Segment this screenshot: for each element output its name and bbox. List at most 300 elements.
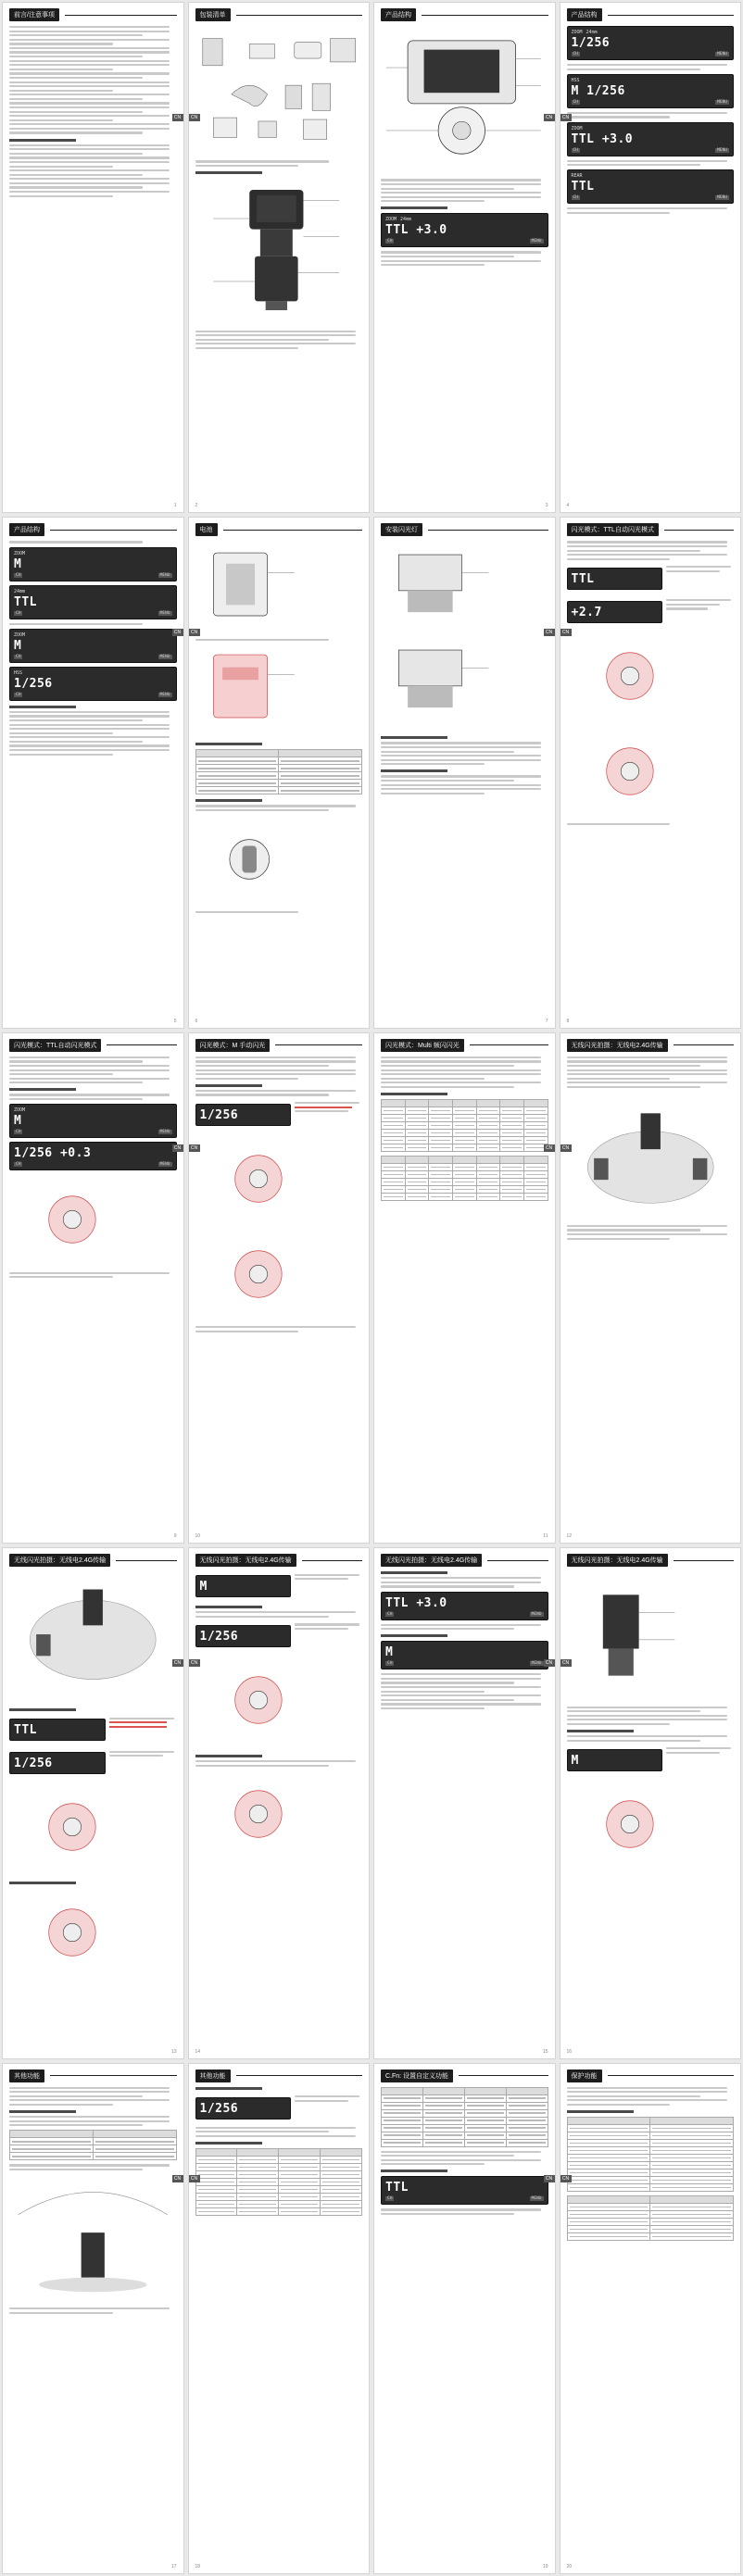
text-line xyxy=(9,1069,170,1071)
lcd-ev: +2.7 xyxy=(571,605,602,619)
text-line xyxy=(381,1069,541,1071)
section-heading xyxy=(9,706,76,708)
text-line xyxy=(567,164,700,166)
text-line xyxy=(567,823,671,825)
lcd-mode: TTL xyxy=(14,1723,37,1738)
text-line xyxy=(9,60,170,62)
section-heading xyxy=(195,743,262,745)
lcd-ch: CH xyxy=(573,99,578,105)
step-row xyxy=(195,1571,363,1601)
lcd-ch: CH xyxy=(16,692,21,697)
text-line xyxy=(9,2087,170,2089)
text-line xyxy=(381,179,541,181)
page-title: 闪光模式：TTL自动闪光模式 xyxy=(567,523,659,536)
text-line xyxy=(567,112,727,114)
text-line xyxy=(567,1238,671,1240)
control-dial-figure xyxy=(9,1891,177,1974)
text-line xyxy=(381,251,541,253)
text-line xyxy=(9,1078,170,1080)
lcd-mm: 24mm xyxy=(586,30,598,35)
page-title: 保护功能 xyxy=(567,2070,602,2082)
text-line xyxy=(381,1624,541,1626)
text-line xyxy=(381,1703,541,1705)
text-line xyxy=(9,1065,170,1067)
lcd-panel xyxy=(381,1641,548,1669)
text-line xyxy=(567,2095,700,2097)
text-line xyxy=(9,715,170,717)
control-dial-figure xyxy=(9,1785,177,1869)
language-tab: CN xyxy=(560,1144,572,1152)
language-tab: CN xyxy=(560,629,572,636)
text-line xyxy=(9,623,143,625)
text-line xyxy=(567,1233,727,1235)
header-rule xyxy=(236,15,363,16)
language-tab: CN xyxy=(560,1659,572,1667)
lcd-hss: HSS xyxy=(571,77,580,83)
lcd-zoom: ZOOM xyxy=(14,550,26,556)
lcd-mode: TTL xyxy=(571,180,595,194)
text-line xyxy=(9,166,113,168)
text-line xyxy=(9,711,170,713)
text-line xyxy=(567,541,727,543)
text-line xyxy=(381,1065,514,1067)
text-line xyxy=(195,2131,329,2132)
page-header xyxy=(195,1554,363,1567)
lcd-menu: MENU xyxy=(531,1661,542,1667)
manual-page xyxy=(373,517,556,1028)
power-switch-figure xyxy=(195,818,363,901)
step-row xyxy=(9,1715,177,1744)
text-line xyxy=(195,1331,299,1332)
text-line xyxy=(9,724,170,726)
text-line xyxy=(381,1078,485,1080)
text-line xyxy=(9,51,170,53)
text-line xyxy=(9,1057,170,1058)
text-line xyxy=(9,2307,170,2309)
slave-flash-figure xyxy=(567,1575,735,1695)
page-title: 产品结构 xyxy=(9,523,44,536)
page-header xyxy=(381,523,548,536)
text-line xyxy=(381,196,541,198)
language-tab: CN xyxy=(189,114,200,121)
page-number: 19 xyxy=(542,2563,548,2570)
text-line xyxy=(9,148,170,150)
text-line xyxy=(381,264,485,266)
page-title: 产品结构 xyxy=(381,8,416,21)
step-row xyxy=(9,1748,177,1778)
page-header xyxy=(195,1039,363,1052)
language-tab: CN xyxy=(544,1659,555,1667)
header-rule xyxy=(459,2075,548,2076)
text-line xyxy=(195,1073,356,1075)
manual-page xyxy=(2,2063,184,2574)
section-heading xyxy=(195,799,262,802)
step-row xyxy=(195,1621,363,1651)
text-line xyxy=(195,1094,329,1095)
wireless-setup-figure xyxy=(9,1575,177,1695)
lcd-zoom: ZOOM xyxy=(14,631,26,638)
manual-page xyxy=(560,1547,742,2058)
text-line xyxy=(195,639,329,641)
section-heading xyxy=(195,1606,262,1608)
page-title: 无线闪光拍摄：无线电2.4G传输 xyxy=(9,1554,110,1567)
manual-page xyxy=(188,517,371,1028)
text-line xyxy=(9,174,143,176)
text-line xyxy=(9,72,170,74)
header-rule xyxy=(223,530,363,531)
text-line xyxy=(9,2164,170,2166)
section-heading xyxy=(195,1084,262,1087)
text-line xyxy=(195,1069,356,1071)
page-number: 18 xyxy=(195,2563,201,2570)
text-line xyxy=(381,2151,541,2153)
header-rule xyxy=(428,530,548,531)
text-line xyxy=(381,1060,541,1062)
page-number: 7 xyxy=(545,1018,548,1024)
header-rule xyxy=(236,2075,363,2076)
page-number: 4 xyxy=(566,503,570,509)
multi-flash-table xyxy=(381,1156,548,1201)
lcd-power: 1/256 xyxy=(14,676,53,691)
lcd-panel xyxy=(381,213,548,247)
cfn-table xyxy=(381,2087,548,2147)
text-line xyxy=(381,1628,514,1630)
page-header xyxy=(567,8,735,21)
text-line xyxy=(567,1065,700,1067)
header-rule xyxy=(50,2075,177,2076)
text-line xyxy=(567,550,700,552)
lcd-power: 1/256 xyxy=(199,1629,239,1644)
lcd-menu: MENU xyxy=(159,610,170,616)
page-number: 17 xyxy=(170,2563,177,2570)
manual-page xyxy=(2,1547,184,2058)
text-line xyxy=(9,1272,170,1274)
page-number: 14 xyxy=(195,2048,201,2055)
page-title: 闪光模式：M 手动闪光 xyxy=(195,1039,271,1052)
language-tab: CN xyxy=(172,114,183,121)
cfn-table xyxy=(195,2148,363,2216)
text-line xyxy=(567,1225,727,1227)
header-rule xyxy=(608,2075,735,2076)
text-line xyxy=(381,2163,485,2165)
text-line xyxy=(9,144,170,146)
hotshoe-lock-figure xyxy=(381,640,548,723)
lcd-power: 1/256 xyxy=(14,1146,53,1161)
control-dial-figure xyxy=(567,1782,735,1866)
section-heading xyxy=(567,2110,634,2113)
page-title: 其他功能 xyxy=(9,2070,44,2082)
page-header xyxy=(567,523,735,536)
text-line xyxy=(567,1069,727,1071)
text-line xyxy=(381,763,485,765)
text-line xyxy=(9,47,170,49)
text-line xyxy=(195,1078,299,1080)
lcd-panel xyxy=(195,2097,292,2120)
text-line xyxy=(381,200,485,202)
header-rule xyxy=(470,1044,548,1045)
text-line xyxy=(381,1707,485,1709)
lcd-panel xyxy=(567,601,663,623)
text-line xyxy=(567,212,671,214)
lcd-panel xyxy=(9,1752,106,1774)
lcd-mode: M xyxy=(199,1580,208,1594)
text-line xyxy=(195,1760,356,1762)
lcd-panel xyxy=(9,1142,177,1170)
header-rule xyxy=(608,15,735,16)
text-line xyxy=(381,1082,541,1083)
section-heading xyxy=(9,2110,76,2113)
section-heading xyxy=(381,1571,447,1574)
text-line xyxy=(9,43,113,44)
page-title: C.Fn: 设置自定义功能 xyxy=(381,2070,453,2082)
page-number: 13 xyxy=(170,2048,177,2055)
text-line xyxy=(567,1060,727,1062)
text-line xyxy=(195,331,356,332)
lcd-ch: CH xyxy=(387,1611,393,1617)
text-line xyxy=(381,784,541,786)
package-contents-figure xyxy=(195,30,363,150)
step-row xyxy=(567,1745,735,1775)
text-line xyxy=(381,1678,541,1680)
text-line xyxy=(381,183,541,185)
section-heading xyxy=(195,2087,262,2090)
lcd-panel xyxy=(567,122,735,156)
lcd-panel xyxy=(9,629,177,663)
lcd-panel xyxy=(195,1104,292,1126)
language-tab: CN xyxy=(544,629,555,636)
lcd-zoom: ZOOM xyxy=(571,125,583,131)
lcd-menu: MENU xyxy=(159,692,170,697)
lcd-mode: M xyxy=(571,83,579,98)
battery-table xyxy=(195,749,363,794)
lcd-menu: MENU xyxy=(717,99,727,105)
text-line xyxy=(9,128,170,130)
page-number: 8 xyxy=(566,1018,570,1024)
section-heading xyxy=(567,1730,634,1732)
manual-page xyxy=(373,2,556,513)
text-line xyxy=(381,192,541,194)
text-line xyxy=(381,755,541,757)
text-line xyxy=(195,160,329,162)
text-line xyxy=(195,809,329,811)
text-line xyxy=(9,2104,113,2106)
text-line xyxy=(381,746,541,748)
language-tab: CN xyxy=(189,629,200,636)
text-line xyxy=(9,77,143,79)
text-line xyxy=(381,1682,514,1683)
text-line xyxy=(9,741,143,743)
page-number: 12 xyxy=(566,1533,573,1540)
page-number: 20 xyxy=(566,2563,573,2570)
text-line xyxy=(567,1073,727,1075)
header-rule xyxy=(116,1560,176,1561)
text-line xyxy=(381,1057,541,1058)
text-line xyxy=(567,1723,671,1725)
page-title: 产品结构 xyxy=(567,8,602,21)
page-header xyxy=(9,1039,177,1052)
text-line xyxy=(9,749,170,751)
lcd-panel xyxy=(9,667,177,701)
text-line xyxy=(9,85,170,87)
text-line xyxy=(9,541,143,543)
text-line xyxy=(567,1707,727,1708)
lcd-ch: CH xyxy=(387,1661,393,1667)
step-row xyxy=(195,2094,363,2123)
text-line xyxy=(9,56,143,57)
lcd-zoom: ZOOM xyxy=(14,1107,26,1114)
language-tab: CN xyxy=(189,1659,200,1667)
manual-page xyxy=(560,2,742,513)
text-line xyxy=(195,2135,356,2137)
text-line xyxy=(567,1086,700,1088)
text-line xyxy=(567,1057,727,1058)
text-line xyxy=(567,1078,671,1080)
lcd-panel xyxy=(381,2176,548,2205)
text-line xyxy=(381,256,514,257)
header-rule xyxy=(107,1044,176,1045)
text-line xyxy=(195,2127,356,2129)
lcd-panel xyxy=(567,169,735,204)
lcd-panel xyxy=(567,568,663,590)
language-tab: CN xyxy=(560,2175,572,2182)
lcd-mode: M xyxy=(14,638,22,653)
lcd-mode: TTL xyxy=(14,594,37,609)
lcd-mode: TTL xyxy=(385,2181,409,2195)
text-line xyxy=(381,1699,514,1701)
text-line xyxy=(9,736,170,738)
manual-page xyxy=(560,517,742,1028)
lcd-power: 1/256 xyxy=(199,1107,239,1122)
text-line xyxy=(567,1710,700,1712)
text-line xyxy=(9,169,170,171)
header-rule xyxy=(674,1560,734,1561)
header-rule xyxy=(50,530,177,531)
lcd-ch: CH xyxy=(387,239,393,244)
section-heading xyxy=(381,1093,447,1095)
lcd-panel xyxy=(567,74,735,108)
control-dial-figure xyxy=(567,634,735,718)
text-line xyxy=(9,102,170,104)
page-header xyxy=(9,8,177,21)
text-line xyxy=(567,207,727,209)
page-number: 10 xyxy=(195,1533,201,1540)
text-line xyxy=(381,1585,514,1587)
header-rule xyxy=(674,1044,734,1045)
text-line xyxy=(567,69,700,70)
section-heading xyxy=(381,769,447,772)
text-line xyxy=(9,719,143,721)
lcd-menu: MENU xyxy=(531,2196,542,2202)
lcd-mode: TTL xyxy=(571,131,595,146)
page-number: 1 xyxy=(173,503,177,509)
lcd-zoom: ZOOM xyxy=(385,217,397,223)
text-line xyxy=(9,744,170,746)
page-number: 3 xyxy=(545,503,548,509)
page-header xyxy=(381,8,548,21)
text-line xyxy=(9,2099,170,2101)
page-title: 无线闪光拍摄：无线电2.4G传输 xyxy=(567,1039,668,1052)
text-line xyxy=(9,64,170,66)
manual-page xyxy=(373,1032,556,1544)
lcd-menu: MENU xyxy=(717,52,727,56)
text-line xyxy=(9,1098,143,1100)
page-number: 16 xyxy=(566,2048,573,2055)
text-line xyxy=(381,742,541,744)
text-line xyxy=(9,98,143,100)
text-line xyxy=(381,1582,541,1583)
text-line xyxy=(9,1082,143,1083)
text-line xyxy=(9,111,143,113)
text-line xyxy=(567,1082,727,1083)
page-header xyxy=(381,2070,548,2082)
lcd-panel xyxy=(195,1625,292,1647)
text-line xyxy=(9,1094,170,1095)
language-tab: CN xyxy=(189,1144,200,1152)
text-line xyxy=(9,728,170,730)
battery-install-figure xyxy=(195,544,363,628)
text-line xyxy=(9,131,143,133)
text-line xyxy=(567,1735,727,1737)
section-heading xyxy=(9,1088,76,1091)
flash-back-panel-figure xyxy=(381,30,548,169)
text-line xyxy=(381,2208,541,2210)
text-line xyxy=(381,1073,541,1075)
lcd-ch: CH xyxy=(16,610,21,616)
lcd-ch: CH xyxy=(16,1162,21,1168)
text-line xyxy=(9,732,113,734)
language-tab: CN xyxy=(172,2175,183,2182)
step-row xyxy=(195,1100,363,1130)
text-line xyxy=(567,545,727,547)
bounce-flash-figure xyxy=(9,2177,177,2297)
page-header xyxy=(9,1554,177,1567)
text-line xyxy=(381,1673,541,1675)
lcd-panel xyxy=(9,585,177,619)
section-heading xyxy=(195,171,262,174)
lcd-panel xyxy=(9,1719,106,1741)
text-line xyxy=(9,2120,170,2122)
text-line xyxy=(195,1326,356,1328)
text-line xyxy=(195,1611,356,1613)
manual-page xyxy=(188,1032,371,1544)
text-line xyxy=(9,156,170,158)
text-line xyxy=(9,39,170,41)
manual-page xyxy=(2,2,184,513)
section-heading xyxy=(381,1634,447,1637)
page-title: 电池 xyxy=(195,523,218,536)
text-line xyxy=(381,759,541,761)
lcd-menu: MENU xyxy=(159,1130,170,1135)
text-line xyxy=(567,1719,727,1720)
step-row xyxy=(567,564,735,594)
text-line xyxy=(195,1765,329,1767)
text-line xyxy=(9,182,170,184)
text-line xyxy=(195,1090,356,1092)
control-dial-figure xyxy=(195,1658,363,1742)
section-heading xyxy=(9,1882,76,1884)
lcd-mode: M xyxy=(14,1114,22,1129)
text-line xyxy=(9,115,170,117)
text-line xyxy=(9,2312,113,2314)
section-heading xyxy=(9,139,76,142)
control-dial-figure xyxy=(195,1137,363,1220)
text-line xyxy=(195,805,356,807)
wireless-setup-figure xyxy=(567,1094,735,1214)
lcd-hss: HSS xyxy=(14,669,23,676)
lcd-power: 1/256 xyxy=(586,83,625,98)
lcd-menu: MENU xyxy=(717,147,727,153)
text-line xyxy=(195,1060,356,1062)
